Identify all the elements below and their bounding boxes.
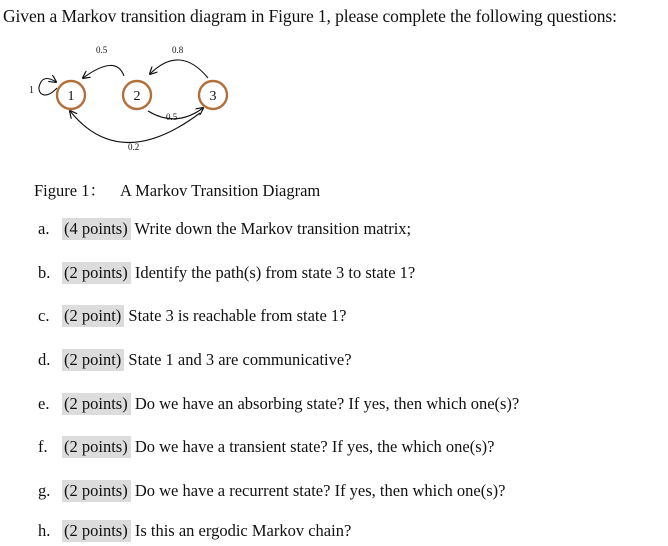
- edge-3-to-1: [70, 111, 200, 143]
- question-e: [38, 394, 519, 414]
- question-letter: g.: [38, 481, 51, 500]
- intro-text: Given a Markov transition diagram in Figure 1, please complete the following questions:: [3, 6, 617, 26]
- question-points: (2 points): [62, 393, 131, 415]
- edge-label-2-to-1: 0.5: [96, 45, 108, 55]
- question-letter: c.: [38, 306, 50, 325]
- question-text: Identify the path(s) from state 3 to state 1?: [134, 263, 416, 282]
- question-a: [38, 219, 411, 239]
- markov-transition-diagram: [0, 38, 260, 168]
- edge-label-2-to-3: 0.5: [166, 112, 178, 122]
- figure-caption: [34, 177, 320, 201]
- question-text: State 1 and 3 are communicative?: [128, 350, 352, 369]
- question-letter: f.: [38, 437, 48, 456]
- question-b: [38, 263, 415, 283]
- edge-self-loop-1: [39, 79, 57, 96]
- question-text: Write down the Markov transition matrix;: [134, 219, 412, 238]
- question-letter: e.: [38, 394, 50, 413]
- question-text: Do we have a transient state? If yes, the which one(s)?: [134, 437, 495, 456]
- question-points: (2 points): [62, 436, 131, 458]
- question-letter: h.: [38, 521, 51, 540]
- question-h: [38, 521, 351, 541]
- state-label-2: 2: [133, 89, 141, 104]
- state-label-3: 3: [209, 89, 217, 104]
- figure-label: Figure 1：: [34, 181, 106, 200]
- figure-title: A Markov Transition Diagram: [119, 181, 321, 200]
- question-text: Do we have an absorbing state? If yes, then which one(s)?: [134, 394, 520, 413]
- edge-2-to-1: [83, 65, 124, 78]
- question-points: (2 points): [62, 520, 131, 542]
- question-letter: a.: [38, 219, 50, 238]
- question-points: (2 points): [62, 262, 131, 284]
- edge-label-3-to-1: 0.2: [128, 142, 140, 152]
- question-letter: b.: [38, 263, 51, 282]
- question-points: (2 point): [62, 349, 124, 371]
- question-points: (2 points): [62, 480, 131, 502]
- question-f: [38, 437, 495, 457]
- question-d: [38, 350, 352, 370]
- question-text: State 3 is reachable from state 1?: [128, 306, 347, 325]
- question-text: Do we have a recurrent state? If yes, then which one(s)?: [134, 481, 506, 500]
- edge-label-self-1: 1: [29, 85, 34, 96]
- edge-3-to-2: [150, 60, 208, 78]
- question-points: (2 point): [62, 305, 124, 327]
- question-letter: d.: [38, 350, 51, 369]
- question-c: [38, 306, 347, 326]
- question-text: Is this an ergodic Markov chain?: [134, 521, 352, 540]
- state-label-1: 1: [67, 89, 75, 104]
- question-g: [38, 481, 505, 501]
- question-points: (4 points): [62, 218, 131, 240]
- edge-label-3-to-2: 0.8: [172, 45, 184, 55]
